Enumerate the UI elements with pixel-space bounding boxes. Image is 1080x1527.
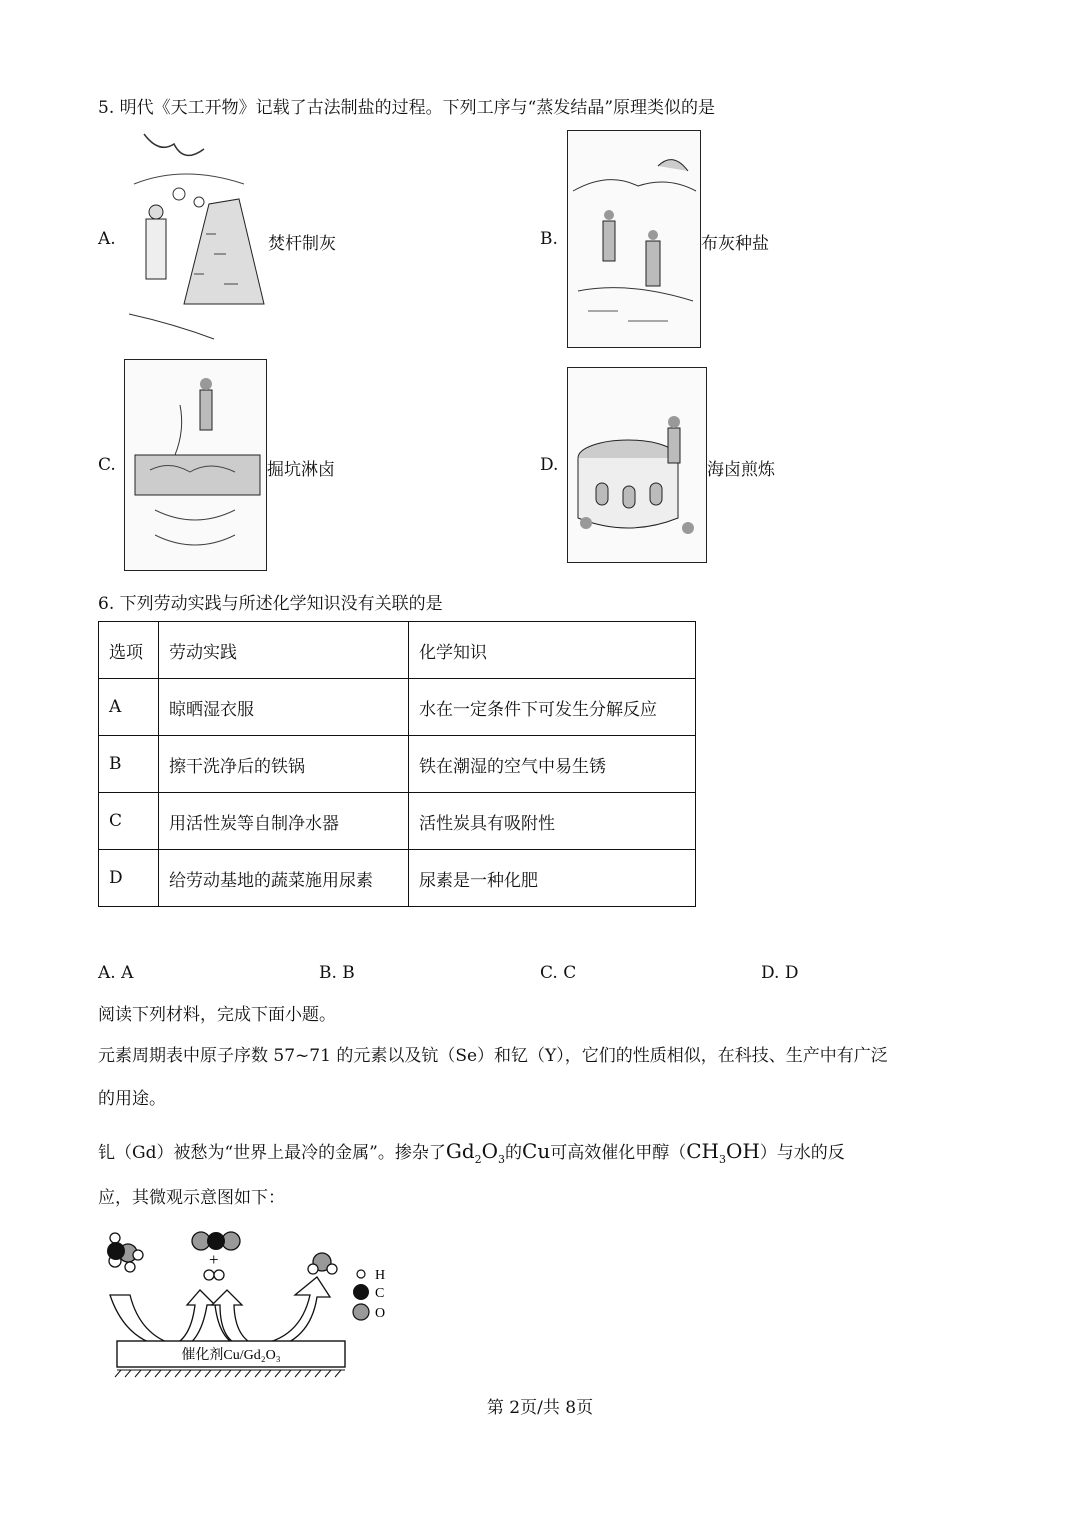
reaction-arrows bbox=[110, 1277, 330, 1350]
material-p2-line1: 钆（Gd）被愁为“世界上最冷的金属”。掺杂了$Gd_2O_3$的Cu可高效催化甲醇$(CH_3OH)$与水的反 bbox=[98, 1139, 845, 1166]
header-cell: 化学知识 bbox=[409, 622, 696, 679]
table-cell: C bbox=[99, 793, 159, 850]
material-p1-line1: 元素周期表中原子序数 57~71 的元素以及钪（Se）和钇（Y），它们的性质相似，在科技、生产中有广泛 bbox=[98, 1046, 888, 1066]
plus-sign: + bbox=[209, 1250, 219, 1269]
legend-o-label: O bbox=[375, 1306, 386, 1321]
table-header-row bbox=[99, 622, 696, 679]
option-d-letter: D. bbox=[540, 455, 559, 475]
legend bbox=[353, 1268, 385, 1321]
table-row bbox=[99, 736, 696, 793]
table-cell: 活性炭具有吸附性 bbox=[409, 793, 696, 850]
option-c-letter: C. bbox=[98, 455, 116, 475]
legend-o-dot bbox=[353, 1304, 369, 1320]
formula-gd2o3: $Gd_2O_3$ bbox=[445, 1139, 506, 1166]
option-a-illustration bbox=[124, 124, 266, 342]
methanol-molecule bbox=[107, 1233, 143, 1272]
table-cell: A bbox=[99, 679, 159, 736]
option-a-caption: 焚杆制灰 bbox=[268, 234, 336, 254]
material-p2-line2: 应，其微观示意图如下： bbox=[98, 1188, 285, 1208]
table-cell: 擦干洗净后的铁锅 bbox=[159, 736, 409, 793]
table-row bbox=[99, 679, 696, 736]
legend-h-label: H bbox=[375, 1268, 386, 1283]
page-footer: 第 2页/共 8页 bbox=[486, 1398, 594, 1418]
formula-ch3oh: $CH_3OH$ bbox=[686, 1139, 760, 1166]
micro-diagram bbox=[95, 1225, 415, 1380]
table-row bbox=[99, 850, 696, 907]
text: 钆（Gd）被愁为“世界上最冷的金属”。掺杂了 bbox=[98, 1143, 446, 1163]
option-a-letter: A. bbox=[98, 229, 116, 249]
table-cell: 晾晒湿衣服 bbox=[159, 679, 409, 736]
answer-option-d[interactable]: D. D bbox=[761, 963, 799, 983]
table-cell: B bbox=[99, 736, 159, 793]
header-cell: 选项 bbox=[99, 622, 159, 679]
legend-h-dot bbox=[357, 1270, 365, 1278]
option-d-illustration bbox=[567, 367, 707, 563]
co2-molecule bbox=[192, 1232, 240, 1250]
table-cell: 水在一定条件下可发生分解反应 bbox=[409, 679, 696, 736]
header-cell: 劳动实践 bbox=[159, 622, 409, 679]
option-c-caption: 掘坑淋卤 bbox=[267, 460, 335, 480]
table-cell: 用活性炭等自制净水器 bbox=[159, 793, 409, 850]
table-cell: 铁在潮湿的空气中易生锈 bbox=[409, 736, 696, 793]
legend-c-dot bbox=[353, 1284, 369, 1300]
table-cell: D bbox=[99, 850, 159, 907]
h2-molecule bbox=[204, 1270, 224, 1280]
option-c-illustration bbox=[124, 359, 267, 571]
table-cell: 给劳动基地的蔬菜施用尿素 bbox=[159, 850, 409, 907]
option-b-illustration bbox=[567, 130, 701, 348]
q5-stem: 5. 明代《天工开物》记载了古法制盐的过程。下列工序与“蒸发结晶”原理类似的是 bbox=[98, 98, 716, 118]
table-row bbox=[99, 793, 696, 850]
ground-hatching bbox=[115, 1370, 345, 1377]
material-p1-line2: 的用途。 bbox=[98, 1089, 166, 1109]
option-b-caption: 布灰种盐 bbox=[701, 234, 769, 254]
answer-option-b[interactable]: B. B bbox=[319, 963, 355, 983]
table-cell: 尿素是一种化肥 bbox=[409, 850, 696, 907]
answer-option-a[interactable]: A. A bbox=[98, 963, 134, 983]
option-b-letter: B. bbox=[540, 229, 558, 249]
catalyst-label: 催化剂Cu/Gd₂O₃ bbox=[181, 1348, 281, 1363]
option-d-caption: 海卤煎炼 bbox=[707, 460, 775, 480]
material-intro: 阅读下列材料，完成下面小题。 bbox=[98, 1005, 336, 1025]
water-molecule bbox=[308, 1253, 337, 1274]
q6-table bbox=[98, 621, 696, 907]
answer-option-c[interactable]: C. C bbox=[540, 963, 577, 983]
q6-stem: 6. 下列劳动实践与所述化学知识没有关联的是 bbox=[98, 594, 443, 614]
legend-c-label: C bbox=[375, 1286, 385, 1301]
